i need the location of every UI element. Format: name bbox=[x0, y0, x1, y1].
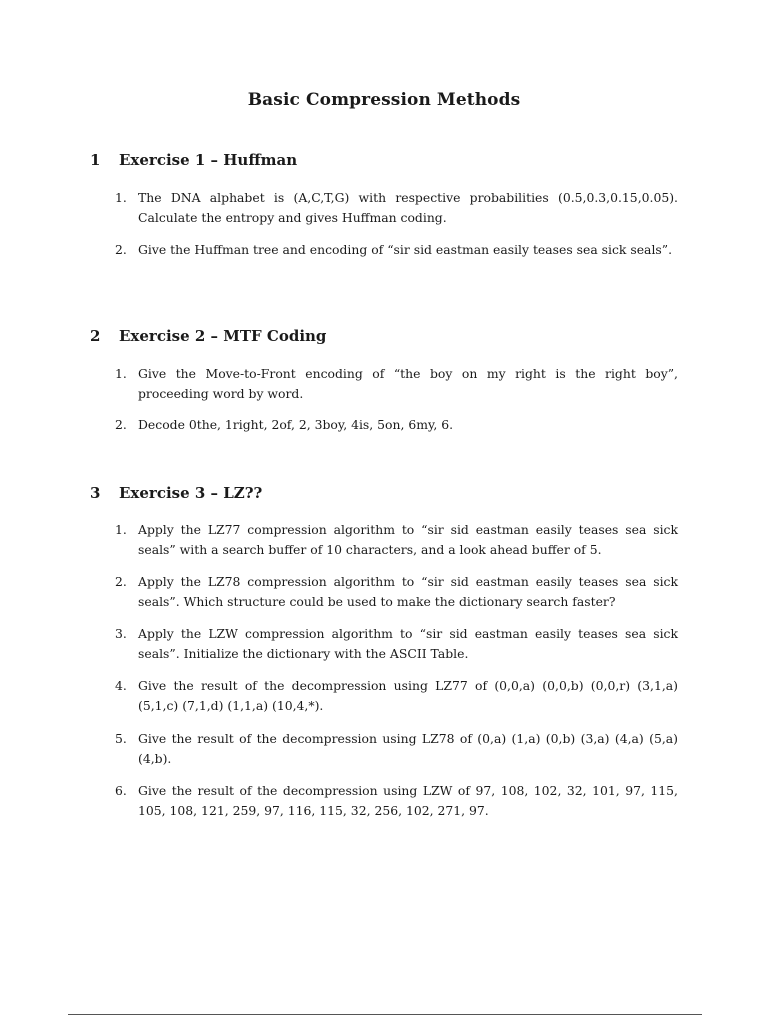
item-number: 1. bbox=[115, 366, 127, 381]
section-exercise-3 bbox=[90, 484, 690, 818]
footer-divider bbox=[68, 1014, 702, 1015]
item-number: 3. bbox=[115, 626, 127, 641]
item-number: 2. bbox=[115, 574, 127, 589]
section-heading bbox=[90, 327, 690, 349]
page-title: Basic Compression Methods bbox=[247, 90, 521, 110]
item-number: 4. bbox=[115, 678, 127, 693]
item-text: Decode 0the, 1right, 2of, 2, 3boy, 4is, 5on, 6my, 6. bbox=[138, 417, 454, 432]
item-number: 1. bbox=[115, 522, 127, 537]
section-title: Exercise 1 – Huffman bbox=[119, 151, 298, 169]
section-title: Exercise 3 – LZ?? bbox=[119, 484, 263, 502]
section-exercise-1 bbox=[90, 151, 690, 257]
section-title: Exercise 2 – MTF Coding bbox=[119, 327, 327, 345]
section-heading bbox=[90, 151, 690, 173]
section-number: 1 bbox=[90, 151, 101, 169]
item-text: Apply the LZ78 compression algorithm to “sir sid eastman easily teases sea sick seals”. Which structure could be used to make the dictionary search faster? bbox=[138, 574, 678, 609]
section-number: 3 bbox=[90, 484, 101, 502]
item-text: Give the Huffman tree and encoding of “sir sid eastman easily teases sea sick seals”. bbox=[138, 242, 673, 257]
item-text: Give the result of the decompression using LZW of 97, 108, 102, 32, 101, 97, 115, 105, 108, 121, 259, 97, 116, 115, 32, 256, 102, 271, 97. bbox=[138, 783, 678, 818]
item-text: Apply the LZ77 compression algorithm to “sir sid eastman easily teases sea sick seals” with a search buffer of 10 characters, and a look ahead buffer of 5. bbox=[138, 522, 678, 557]
section-exercise-2 bbox=[90, 327, 690, 432]
item-number: 5. bbox=[115, 731, 127, 746]
item-text: Give the result of the decompression using LZ77 of (0,0,a) (0,0,b) (0,0,r) (3,1,a) (5,1,c) (7,1,d) (1,1,a) (10,4,*). bbox=[138, 678, 678, 713]
item-text: Apply the LZW compression algorithm to “sir sid eastman easily teases sea sick seals”. Initialize the dictionary with the ASCII Table. bbox=[138, 626, 678, 661]
item-number: 1. bbox=[115, 190, 127, 205]
section-heading bbox=[90, 484, 690, 506]
item-text: Give the Move-to-Front encoding of “the boy on my right is the right boy”, proceeding word by word. bbox=[138, 366, 678, 401]
item-number: 6. bbox=[115, 783, 127, 798]
item-text: The DNA alphabet is (A,C,T,G) with respective probabilities (0.5,0.3,0.15,0.05). Calculate the entropy and gives Huffman coding. bbox=[138, 190, 678, 225]
item-number: 2. bbox=[115, 242, 127, 257]
section-number: 2 bbox=[90, 327, 101, 345]
item-text: Give the result of the decompression using LZ78 of (0,a) (1,a) (0,b) (3,a) (4,a) (5,a) (4,b). bbox=[138, 731, 678, 766]
item-number: 2. bbox=[115, 417, 127, 432]
